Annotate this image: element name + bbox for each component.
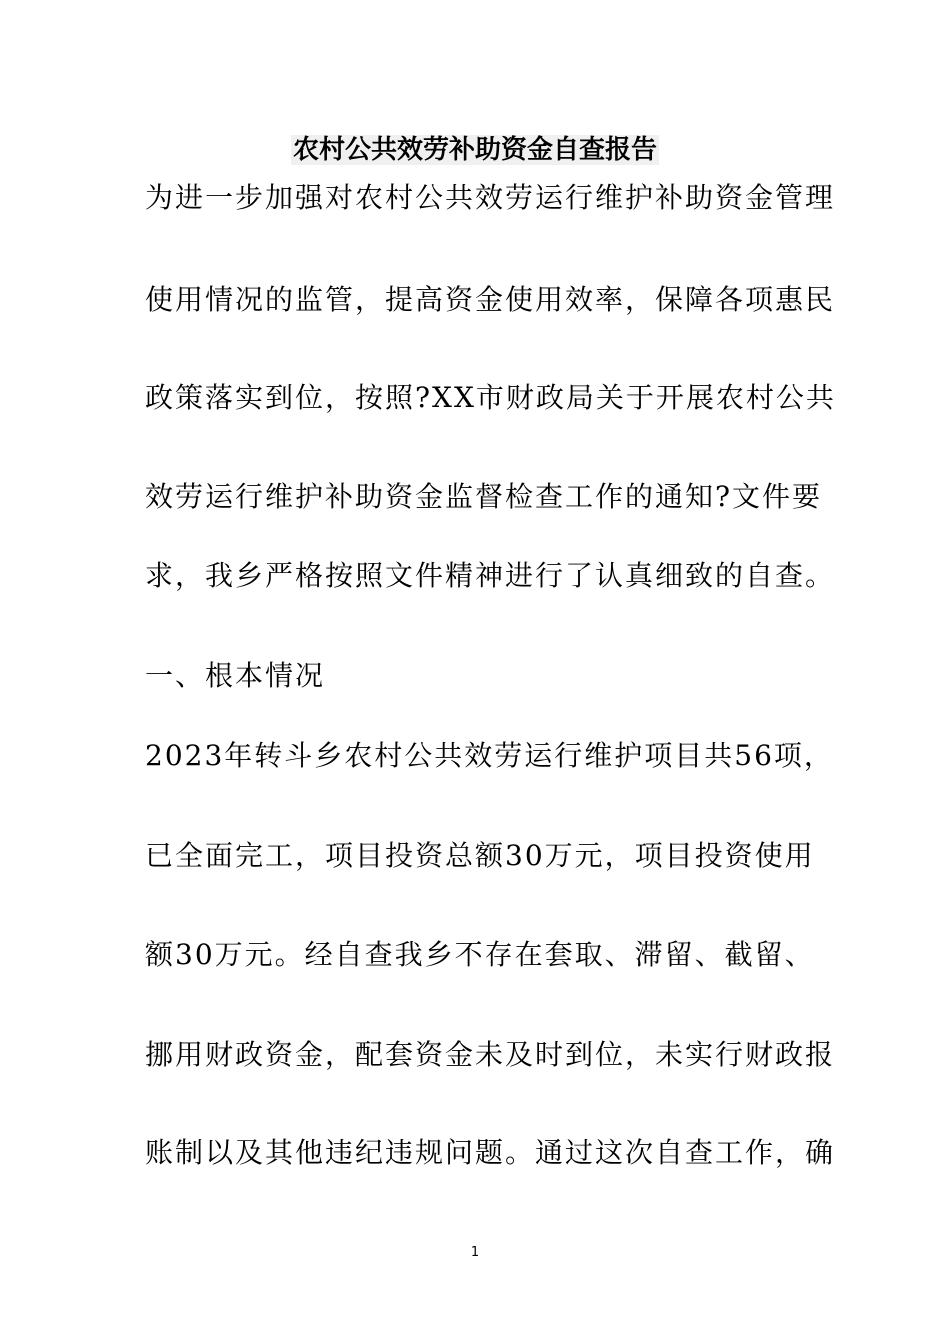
section-heading: 一、根本情况 xyxy=(145,659,326,692)
paragraph-line: 挪用财政资金，配套资金未及时到位，未实行财政报 xyxy=(145,1038,836,1071)
paragraph-line: 求，我乡严格按照文件精神进行了认真细致的自查。 xyxy=(145,559,836,592)
paragraph-line: 2023年转斗乡农村公共效劳运行维护项目共56项， xyxy=(145,739,834,772)
document-title xyxy=(0,128,950,172)
paragraph-line: 账制以及其他违纪违规问题。通过这次自查工作，确 xyxy=(145,1136,836,1169)
paragraph-line: 为进一步加强对农村公共效劳运行维护补助资金管理 xyxy=(145,181,836,214)
document-title-text: 农村公共效劳补助资金自查报告 xyxy=(292,135,657,165)
paragraph-line: 额30万元。经自查我乡不存在套取、滞留、截留、 xyxy=(145,938,815,971)
paragraph-line: 政策落实到位，按照?XX市财政局关于开展农村公共 xyxy=(145,381,836,414)
paragraph-line: 使用情况的监管，提高资金使用效率，保障各项惠民 xyxy=(145,283,836,316)
page-number: 1 xyxy=(470,1245,480,1260)
paragraph-line: 效劳运行维护补助资金监督检查工作的通知?文件要 xyxy=(145,480,823,513)
paragraph-line: 已全面完工，项目投资总额30万元，项目投资使用 xyxy=(145,839,815,872)
